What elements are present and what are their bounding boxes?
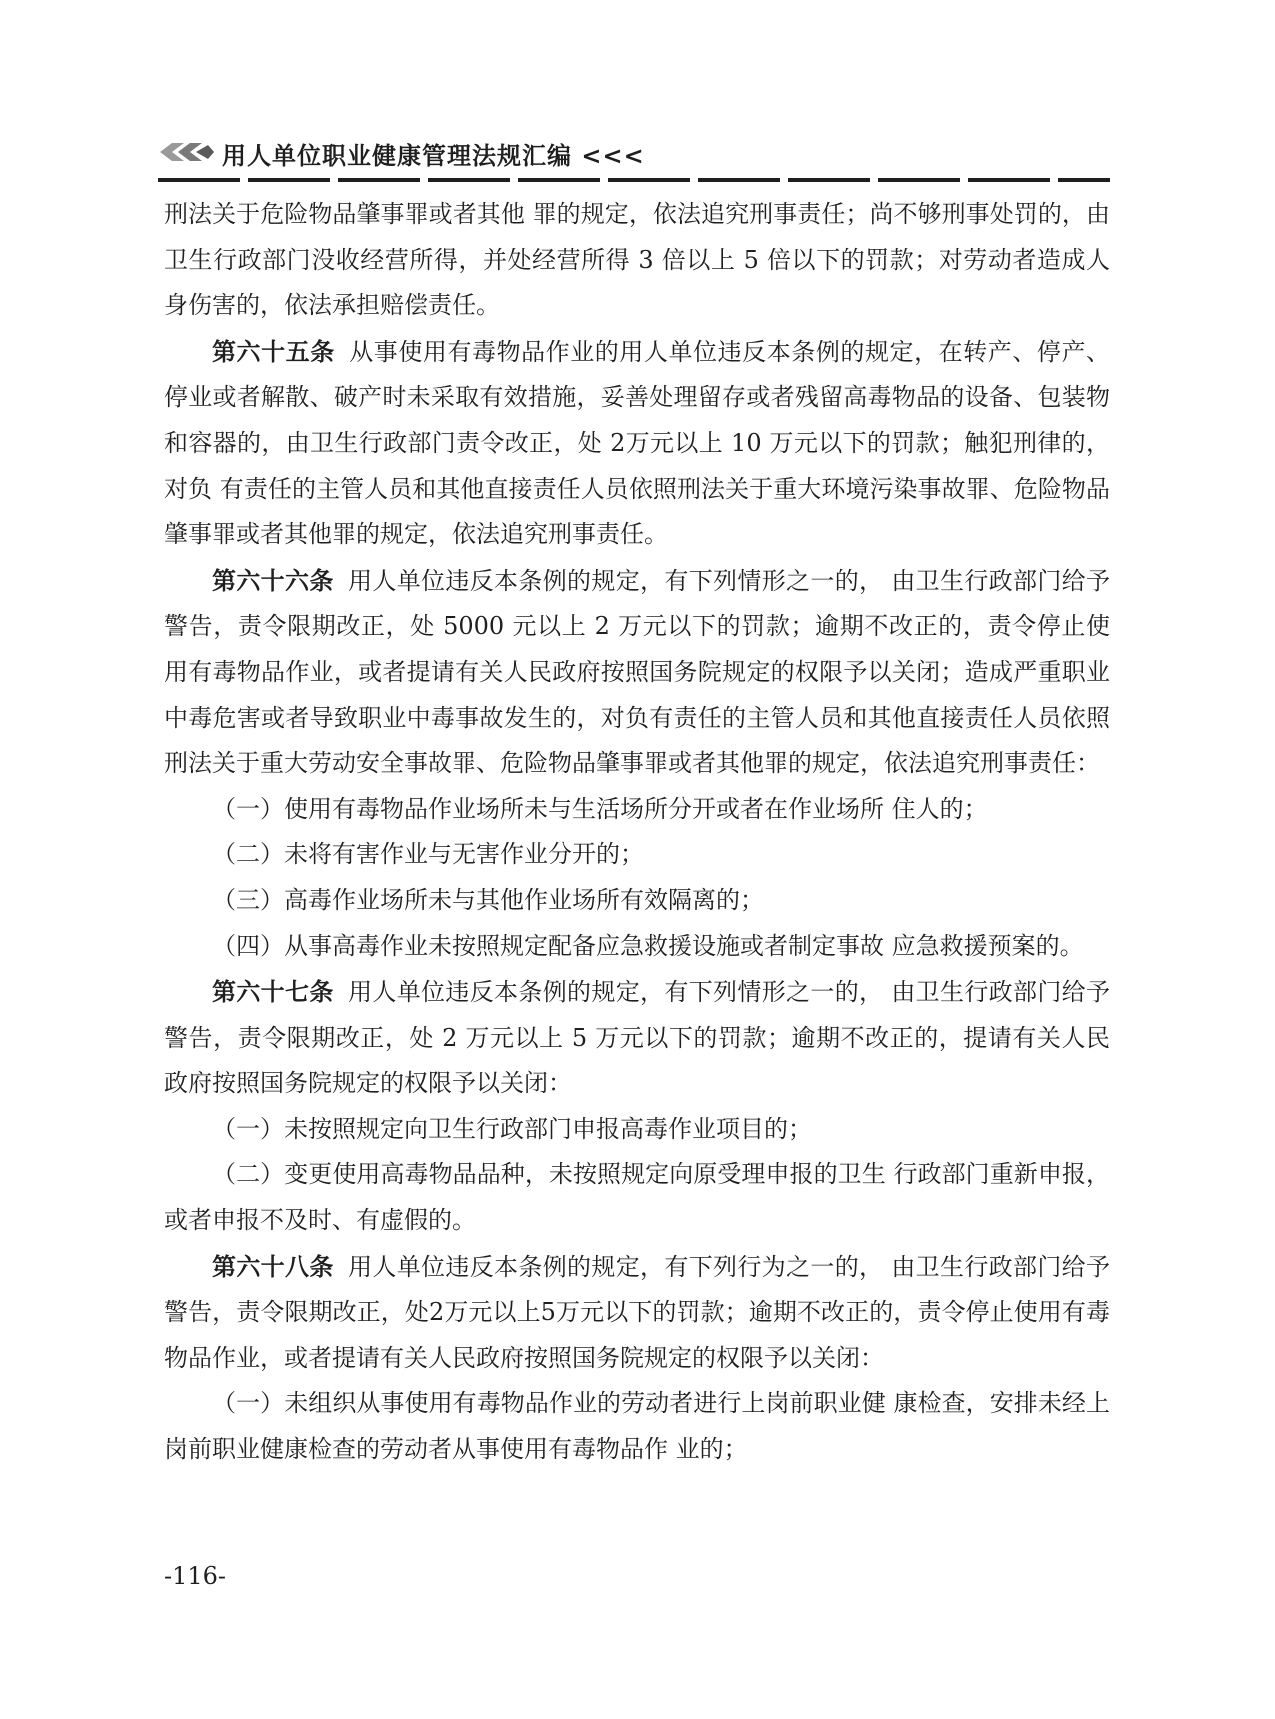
article-text: 从事使用有毒物品作业的用人单位违反本条例的规定，在转产、停产、停业或者解散、破产时未采取有效措施，妥善处理留存或者残留高毒物品的设备、包装物和容器的，由卫生行政部门责令改正，处 2万元以上 10 万元以下的罚款；触犯刑律的，对负 有责任的主管人员和其他直接责任人员依照刑法关于重大环境污染事故罪、危险物品肇事罪或者其他罪的规定，依法追究刑事责任。: [164, 337, 1111, 549]
article-title: 第六十六条: [212, 565, 334, 595]
article-title: 第六十五条: [212, 336, 335, 366]
article-text: 用人单位违反本条例的规定，有下列行为之一的， 由卫生行政部门给予警告，责令限期改正，处2万元以上5万元以下的罚款；逾期不改正的，责令停止使用有毒物品作业，或者提请有关人民政府按照国务院规定的权限予以关闭：: [164, 1252, 1110, 1372]
body-text: [164, 192, 1110, 1473]
list-item: （一）未按照规定向卫生行政部门申报高毒作业项目的；: [212, 1114, 812, 1143]
article-66: [164, 558, 1110, 787]
list-item: （三）高毒作业场所未与其他作业场所有效隔离的；: [212, 885, 764, 914]
list-item: （二）变更使用高毒物品品种，未按照规定向原受理申报的卫生 行政部门重新申报，或者申报不及时、有虚假的。: [164, 1160, 1110, 1235]
page-number: -116-: [164, 1562, 227, 1590]
article-text: 用人单位违反本条例的规定，有下列情形之一的， 由卫生行政部门给予警告，责令限期改正，处 5000 元以上 2 万元以下的罚款；逾期不改正的，责令停止使用有毒物品作业，或者提请有关人民政府按照国务院规定的权限予以关闭；造成严重职业中毒危害或者导致职业中毒事故发生的，对负有责任的主管人员和其他直接责任人员依照刑法关于重大劳动安全事故罪、危险物品肇事罪或者其他罪的规定，依法追究刑事责任：: [164, 566, 1110, 778]
header-suffix: <<<: [581, 141, 645, 170]
list-item: （四）从事高毒作业未按照规定配备应急救援设施或者制定事故 应急救援预案的。: [212, 931, 1084, 960]
article-65: [164, 329, 1110, 558]
article-title: 第六十八条: [212, 1251, 334, 1281]
double-arrow-icon: [158, 140, 216, 164]
book-title: 用人单位职业健康管理法规汇编 <<<: [222, 141, 645, 170]
list-item: （一）使用有毒物品作业场所未与生活场所分开或者在作业场所 住人的；: [212, 794, 988, 823]
header-divider: [158, 178, 1110, 182]
list-item: （一）未组织从事使用有毒物品作业的劳动者进行上岗前职业健 康检查，安排未经上岗前职业健康检查的劳动者从事使用有毒物品作 业的；: [164, 1389, 1110, 1464]
article-67: [164, 969, 1110, 1107]
article-68: [164, 1244, 1110, 1382]
paragraph: 刑法关于危险物品肇事罪或者其他 罪的规定，依法追究刑事责任；尚不够刑事处罚的，由卫生行政部门没收经营所得，并处经营所得 3 倍以上 5 倍以下的罚款；对劳动者造成人身伤害的，依法承担赔偿责任。: [164, 200, 1110, 320]
article-text: 用人单位违反本条例的规定，有下列情形之一的， 由卫生行政部门给予警告，责令限期改正，处 2 万元以上 5 万元以下的罚款；逾期不改正的，提请有关人民政府按照国务院规定的权限予以关闭：: [164, 978, 1110, 1098]
article-title: 第六十七条: [212, 977, 334, 1007]
list-item: （二）未将有害作业与无害作业分开的；: [212, 840, 644, 869]
running-header: [158, 134, 1110, 174]
